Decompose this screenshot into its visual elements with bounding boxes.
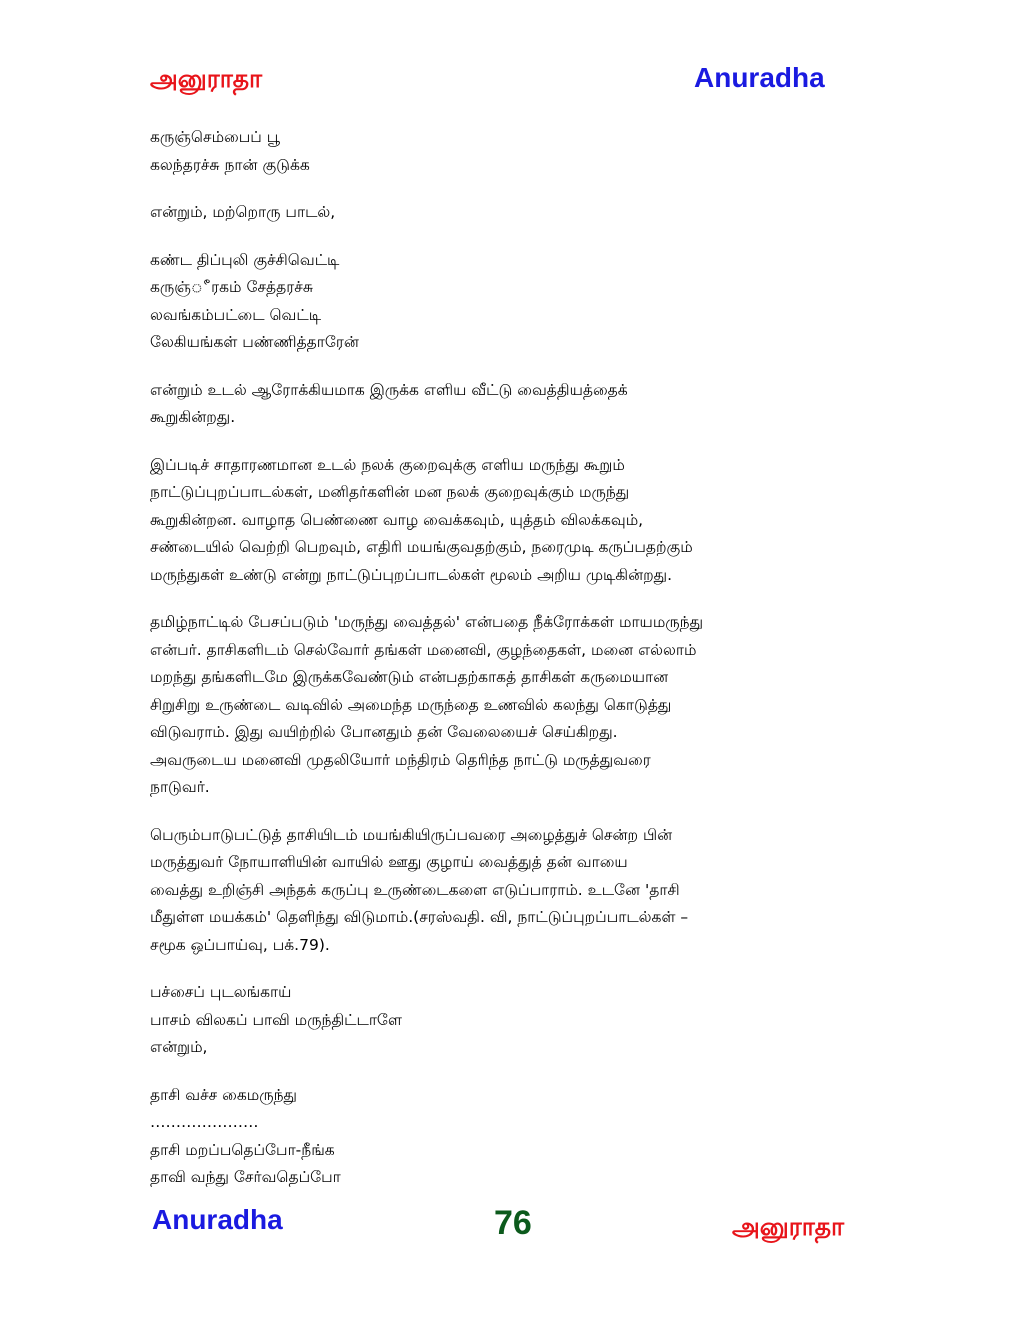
text-line: தாவி வந்து சேர்வதெப்போ <box>150 1168 341 1186</box>
verse-block-1 <box>150 124 880 179</box>
text-line: பெரும்பாடுபட்டுத் தாசியிடம் மயங்கியிருப்பவரை அழைத்துச் சென்ற பின் <box>150 825 673 844</box>
text-line: தமிழ்நாட்டில் பேசப்படும் 'மருந்து வைத்தல்' என்பதை நீக்ரோக்கள் மாயமருந்து <box>150 613 704 631</box>
footer-title-english: Anuradha <box>152 1204 283 1235</box>
text-line: கருஞ்ீரகம் சேத்தரச்சு <box>150 278 313 296</box>
text-line: சமூக ஒப்பாய்வு, பக்.79). <box>150 935 330 954</box>
verse-block-8 <box>150 979 880 1062</box>
text-line: மருத்துவர் நோயாளியின் வாயில் ஊது குழாய் வைத்துத் தன் வாயை <box>150 853 628 871</box>
text-line: கருஞ்செம்பைப் பூ <box>150 128 280 146</box>
paragraph-4 <box>150 377 880 432</box>
text-line: மீதுள்ள மயக்கம்' தெளிந்து விடுமாம்.(சரஸ்வதி. வி, நாட்டுப்புறப்பாடல்கள் – <box>150 908 689 926</box>
verse-block-3 <box>150 247 880 357</box>
text-line: தாசி வச்ச கைமருந்து <box>150 1085 297 1104</box>
text-line: என்றும், மற்றொரு பாடல், <box>150 203 336 221</box>
text-line: தாசி மறப்பதெப்போ-நீங்க <box>150 1140 335 1159</box>
text-line: விடுவராம். இது வயிற்றில் போனதும் தன் வேலையைச் செய்கிறது. <box>150 723 618 741</box>
text-line: கூறுகின்றன. வாழாத பெண்ணை வாழ வைக்கவும், யுத்தம் விலக்கவும், <box>150 510 644 529</box>
text-line: என்பர். தாசிகளிடம் செல்வோர் தங்கள் மனைவி, குழந்தைகள், மனை எல்லாம் <box>150 640 697 659</box>
text-line: சண்டையில் வெற்றி பெறவும், எதிரி மயங்குவதற்கும், நரைமுடி கருப்பதற்கும் <box>150 538 693 556</box>
page-body <box>150 124 880 1212</box>
text-line: கண்ட திப்புலி குச்சிவெட்டி <box>150 250 340 269</box>
text-line: இப்படிச் சாதாரணமான உடல் நலக் குறைவுக்கு எளிய மருந்து கூறும் <box>150 455 625 474</box>
text-line: லேகியங்கள் பண்ணித்தாரேன் <box>150 333 359 351</box>
text-line: மருந்துகள் உண்டு என்று நாட்டுப்புறப்பாடல்கள் மூலம் அறிய முடிகின்றது. <box>150 565 673 584</box>
text-line: நாட்டுப்புறப்பாடல்கள், மனிதர்களின் மன நலக் குறைவுக்கும் மருந்து <box>150 483 630 501</box>
verse-block-9 <box>150 1082 880 1192</box>
paragraph-7 <box>150 822 880 960</box>
text-line: பாசம் விலகப் பாவி மருந்திட்டாளே <box>150 1010 402 1029</box>
text-line: என்றும், <box>150 1038 208 1056</box>
paragraph-6 <box>150 609 880 802</box>
text-line: நாடுவர். <box>150 778 210 796</box>
header-title-tamil: அனுராதா <box>150 64 263 93</box>
text-line: லவங்கம்பட்டை வெட்டி <box>150 305 322 324</box>
text-line: என்றும் உடல் ஆரோக்கியமாக இருக்க எளிய வீட்டு வைத்தியத்தைக் <box>150 380 628 399</box>
text-line: கூறுகின்றது. <box>150 408 236 426</box>
text-block-2 <box>150 199 880 227</box>
text-line: சிறுசிறு உருண்டை வடிவில் அமைந்த மருந்தை உணவில் கலந்து கொடுத்து <box>150 695 672 714</box>
text-line: அவருடைய மனைவி முதலியோர் மந்திரம் தெரிந்த நாட்டு மருத்துவரை <box>150 750 651 769</box>
text-line: ………………… <box>150 1113 259 1131</box>
text-line: கலந்தரச்சு நான் குடுக்க <box>150 155 310 174</box>
text-line: வைத்து உறிஞ்சி அந்தக் கருப்பு உருண்டைகளை எடுப்பாராம். உடனே 'தாசி <box>150 880 680 899</box>
text-line: மறந்து தங்களிடமே இருக்கவேண்டும் என்பதற்காகத் தாசிகள் கருமையான <box>150 668 669 686</box>
header-title-english: Anuradha <box>694 62 825 93</box>
footer-title-tamil: அனுராதா <box>732 1212 845 1241</box>
paragraph-5 <box>150 452 880 590</box>
page-number: 76 <box>494 1204 532 1242</box>
text-line: பச்சைப் புடலங்காய் <box>150 983 292 1001</box>
